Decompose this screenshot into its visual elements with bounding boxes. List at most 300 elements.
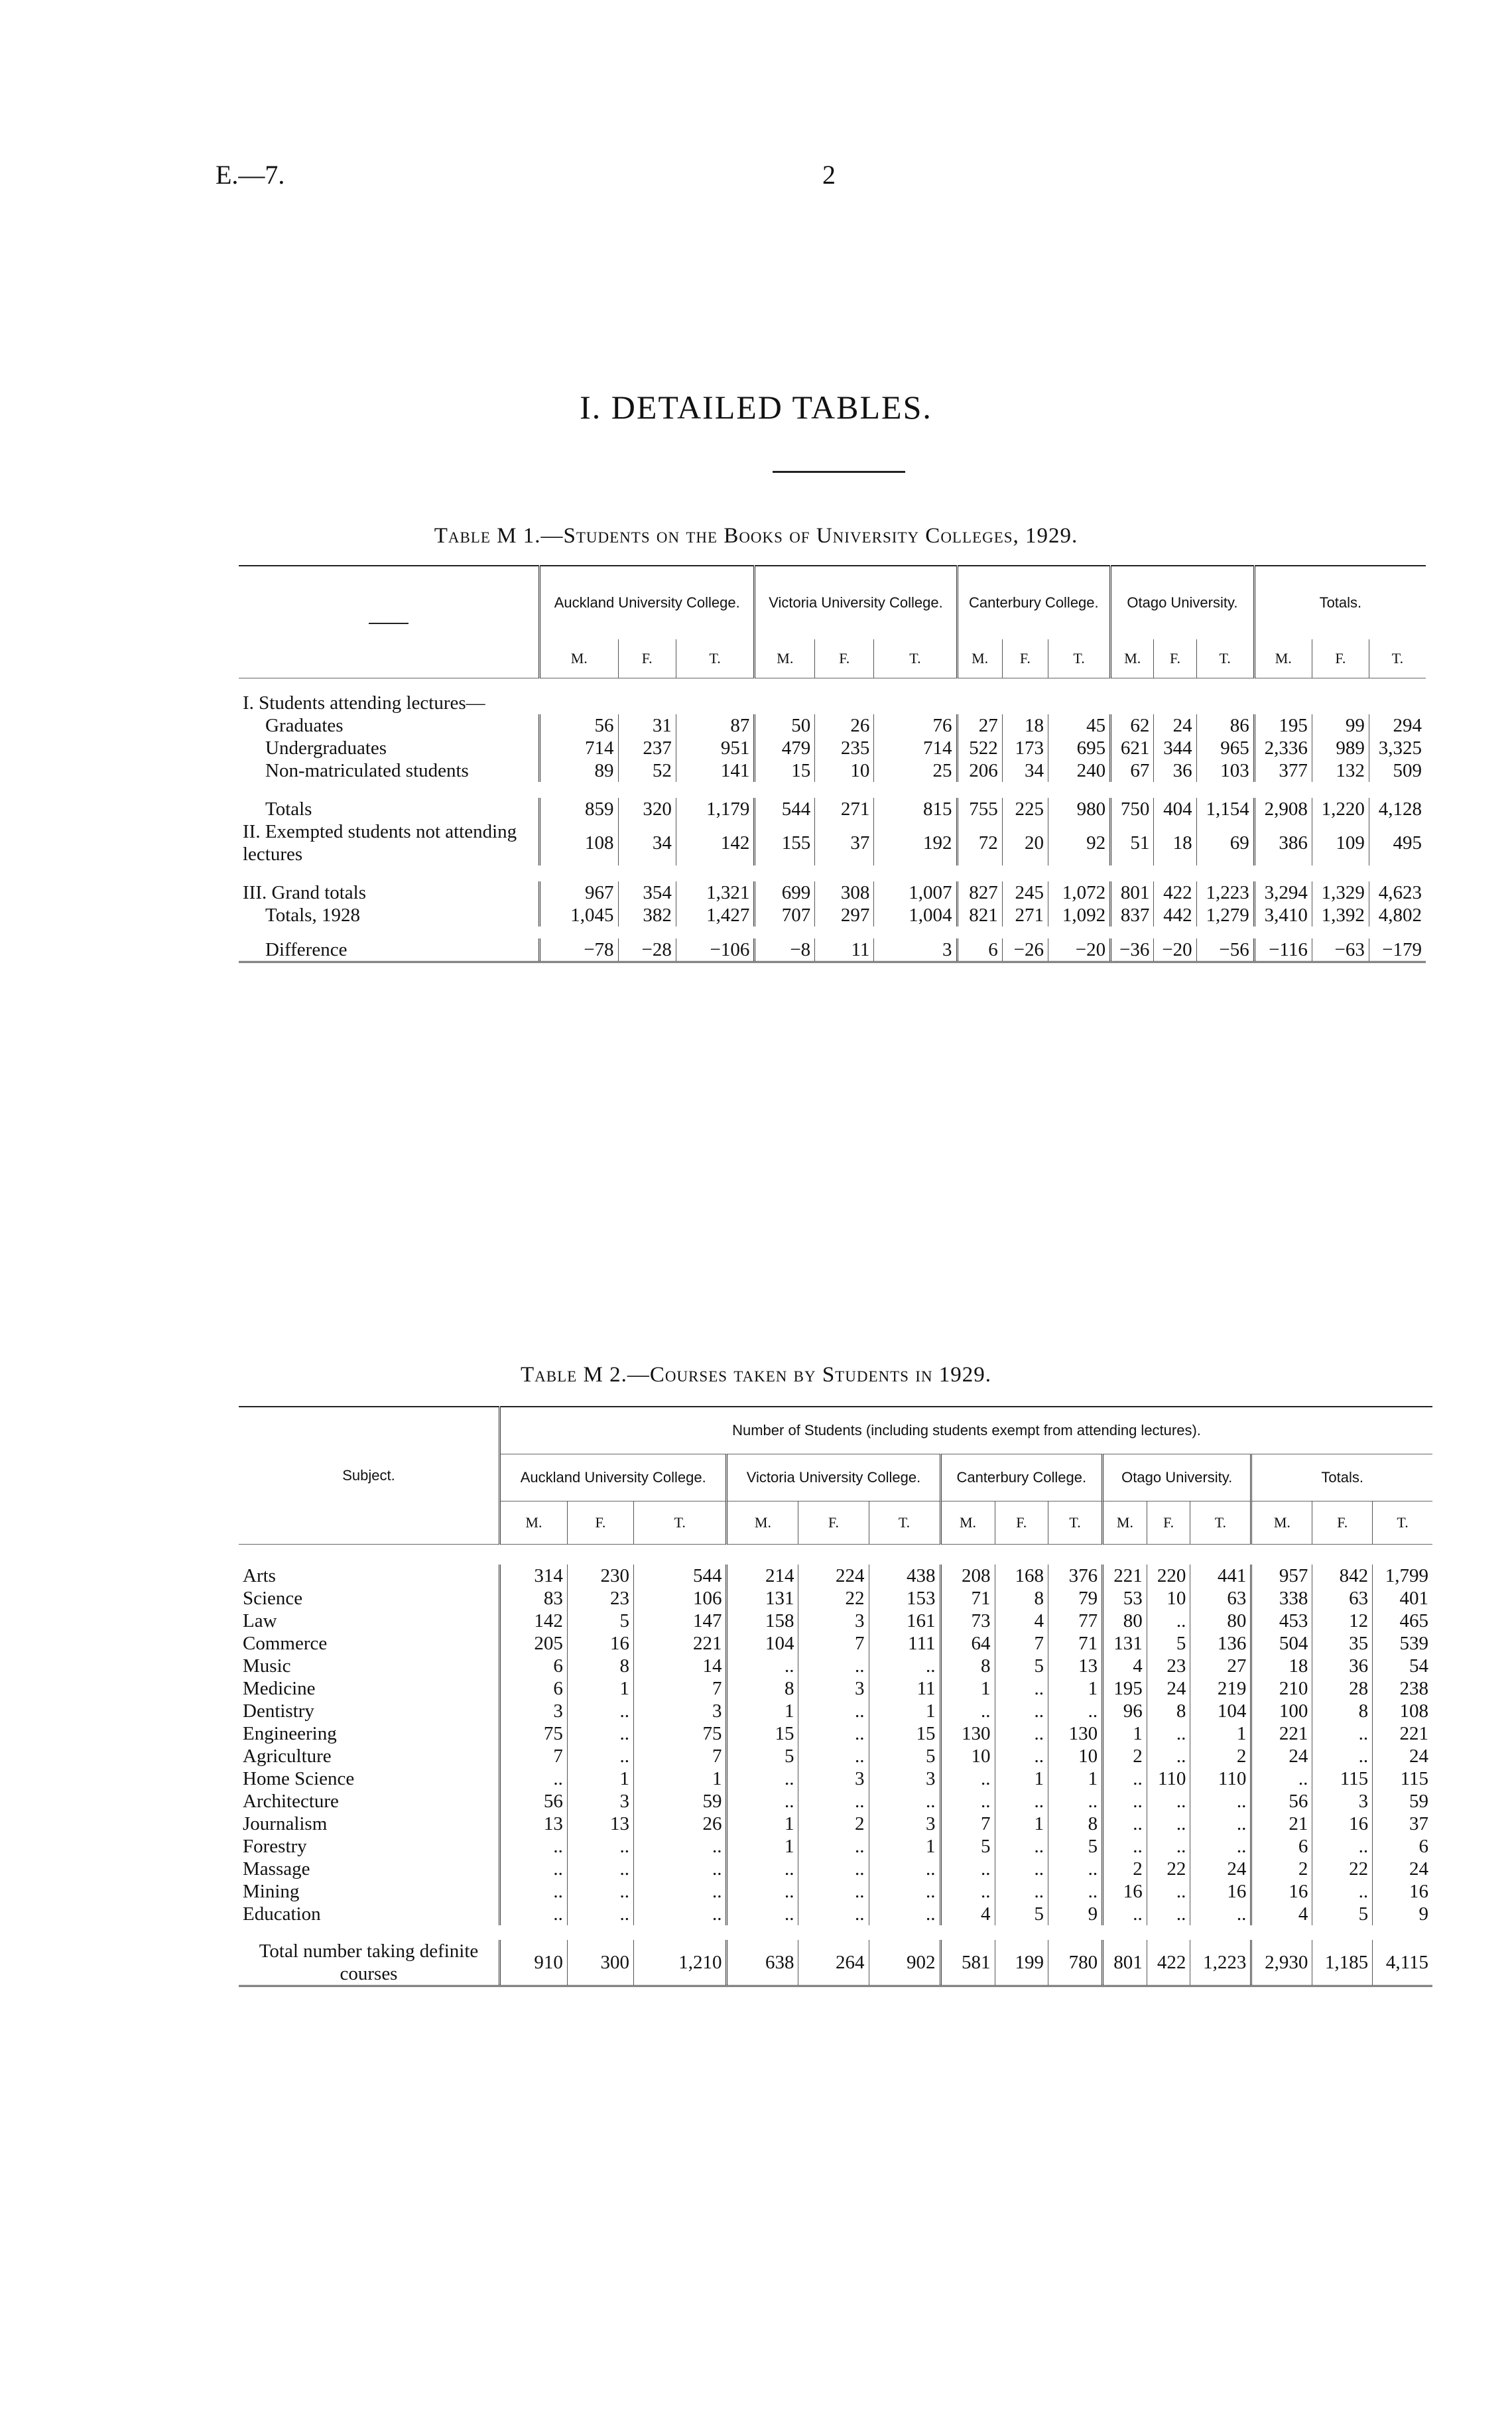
table-cell: ..: [1147, 1745, 1190, 1767]
table-cell: 56: [540, 714, 619, 737]
table-cell: 338: [1251, 1587, 1312, 1610]
table-cell: 479: [755, 737, 815, 759]
table-cell: 4,115: [1373, 1940, 1432, 1986]
mft-m: M.: [940, 1502, 995, 1545]
table-cell: 1,179: [676, 798, 755, 820]
table-cell: 821: [957, 904, 1002, 926]
table-row: [239, 714, 1426, 737]
table-cell: 67: [1111, 759, 1154, 782]
table-cell: ..: [567, 1858, 633, 1880]
mft-t: T.: [874, 639, 957, 678]
table-cell: 801: [1103, 1940, 1147, 1986]
table2-group-victoria: Victoria University College.: [727, 1454, 940, 1502]
table-cell: 25: [874, 759, 957, 782]
table-cell: 495: [1369, 820, 1426, 865]
table-cell: 3,294: [1254, 881, 1312, 904]
table-cell: ..: [798, 1700, 869, 1722]
mft-f: F.: [1154, 639, 1196, 678]
row-label: Education: [243, 1903, 321, 1925]
table-cell: ..: [798, 1880, 869, 1903]
mft-m: M.: [727, 1502, 798, 1545]
table-cell: 1,799: [1373, 1565, 1432, 1587]
table-cell: 63: [1190, 1587, 1251, 1610]
table-cell: 6: [500, 1655, 568, 1677]
table-cell: ..: [1147, 1722, 1190, 1745]
table-cell: 224: [798, 1565, 869, 1587]
table-cell: ..: [500, 1903, 568, 1925]
table-cell: ..: [1147, 1610, 1190, 1632]
table-cell: 9: [1373, 1903, 1432, 1925]
table-cell: ..: [940, 1767, 995, 1790]
table-cell: 111: [869, 1632, 940, 1655]
row-label: Arts: [243, 1565, 276, 1586]
table-cell: 238: [1373, 1677, 1432, 1700]
table-cell: 7: [634, 1745, 727, 1767]
table-cell: ..: [1190, 1790, 1251, 1813]
table-cell: 842: [1312, 1565, 1373, 1587]
table-cell: 16: [1373, 1880, 1432, 1903]
table-cell: ..: [727, 1903, 798, 1925]
table-cell: ..: [798, 1903, 869, 1925]
table-cell: 1: [1048, 1677, 1103, 1700]
table1-body: [239, 678, 1426, 962]
table-cell: 104: [727, 1632, 798, 1655]
table-cell: ..: [798, 1722, 869, 1745]
table-cell: 714: [874, 737, 957, 759]
table-cell: 80: [1103, 1610, 1147, 1632]
table1: [239, 565, 1426, 963]
table-row: [239, 1903, 1432, 1925]
table-row: [239, 1632, 1432, 1655]
table-cell: ..: [500, 1835, 568, 1858]
table-cell: 2,908: [1254, 798, 1312, 820]
table-cell: ..: [995, 1722, 1048, 1745]
row-label: Home Science: [243, 1768, 355, 1789]
table-cell: 16: [1103, 1880, 1147, 1903]
table-cell: ..: [1048, 1700, 1103, 1722]
table-cell: 75: [634, 1722, 727, 1745]
table-cell: 20: [1002, 820, 1048, 865]
table-cell: 2: [798, 1813, 869, 1835]
table-cell: 2,930: [1251, 1940, 1312, 1986]
table-row: [239, 1790, 1432, 1813]
table-cell: 1: [995, 1813, 1048, 1835]
table-cell: 71: [940, 1587, 995, 1610]
table1-group-otago: Otago University.: [1111, 566, 1255, 639]
table-cell: 59: [1373, 1790, 1432, 1813]
mft-m: M.: [540, 639, 619, 678]
table-cell: 1: [995, 1767, 1048, 1790]
table2-group-canterbury: Canterbury College.: [940, 1454, 1103, 1502]
table-cell: ..: [1190, 1835, 1251, 1858]
table-cell: 1,092: [1048, 904, 1111, 926]
table-cell: 4: [1251, 1903, 1312, 1925]
row-label: Forestry: [243, 1836, 307, 1857]
table-cell: 1,220: [1312, 798, 1369, 820]
table-cell: −56: [1196, 938, 1254, 962]
table-cell: 221: [1251, 1722, 1312, 1745]
table-cell: 2: [1103, 1858, 1147, 1880]
table-cell: ..: [1147, 1903, 1190, 1925]
table-row: [239, 1858, 1432, 1880]
table-cell: 103: [1196, 759, 1254, 782]
table-cell: 210: [1251, 1677, 1312, 1700]
table-cell: 106: [634, 1587, 727, 1610]
table-cell: 441: [1190, 1565, 1251, 1587]
table-cell: 56: [1251, 1790, 1312, 1813]
table-cell: 544: [755, 798, 815, 820]
table-cell: 37: [815, 820, 874, 865]
table-cell: 1,223: [1190, 1940, 1251, 1986]
table-row: [239, 1677, 1432, 1700]
table-cell: 50: [755, 714, 815, 737]
table-cell: 1: [869, 1700, 940, 1722]
table-cell: 36: [1154, 759, 1196, 782]
table1-group-canterbury: Canterbury College.: [957, 566, 1111, 639]
table-cell: 7: [940, 1813, 995, 1835]
table-cell: 3: [567, 1790, 633, 1813]
table-cell: 15: [869, 1722, 940, 1745]
mft-t: T.: [1196, 639, 1254, 678]
table-cell: 755: [957, 798, 1002, 820]
table-cell: ..: [634, 1858, 727, 1880]
table-cell: 72: [957, 820, 1002, 865]
table-cell: 8: [1048, 1813, 1103, 1835]
table-cell: 75: [500, 1722, 568, 1745]
table-cell: 5: [727, 1745, 798, 1767]
table-cell: 62: [1111, 714, 1154, 737]
table-cell: 5: [869, 1745, 940, 1767]
row-label: Totals, 1928: [265, 905, 360, 926]
table-cell: −20: [1154, 938, 1196, 962]
table-cell: 6: [957, 938, 1002, 962]
table-cell: 8: [940, 1655, 995, 1677]
table-cell: 271: [1002, 904, 1048, 926]
mft-t: T.: [1369, 639, 1426, 678]
table-cell: 221: [1373, 1722, 1432, 1745]
page-reference: E.—7.: [216, 160, 285, 190]
table-cell: 297: [815, 904, 874, 926]
table-cell: 2: [1190, 1745, 1251, 1767]
table-cell: 22: [1147, 1858, 1190, 1880]
table-cell: ..: [634, 1903, 727, 1925]
table-cell: 16: [567, 1632, 633, 1655]
table-cell: 1,004: [874, 904, 957, 926]
table-cell: 192: [874, 820, 957, 865]
table-cell: 707: [755, 904, 815, 926]
spacer-row: [239, 678, 1426, 692]
table-cell: 64: [940, 1632, 995, 1655]
table-cell: ..: [798, 1655, 869, 1677]
table-cell: 237: [618, 737, 676, 759]
table-cell: 208: [940, 1565, 995, 1587]
mft-t: T.: [676, 639, 755, 678]
mft-f: F.: [567, 1502, 633, 1545]
table-cell: 3: [874, 938, 957, 962]
table-cell: 1: [1103, 1722, 1147, 1745]
table-cell: 1,321: [676, 881, 755, 904]
table-row: [239, 1587, 1432, 1610]
table-cell: 827: [957, 881, 1002, 904]
table-cell: 77: [1048, 1610, 1103, 1632]
table-cell: 801: [1111, 881, 1154, 904]
table-cell: 142: [676, 820, 755, 865]
table2-span-header-row: [239, 1407, 1432, 1454]
table-cell: 965: [1196, 737, 1254, 759]
table-cell: 699: [755, 881, 815, 904]
table-cell: 34: [1002, 759, 1048, 782]
table-cell: 5: [1312, 1903, 1373, 1925]
mft-f: F.: [815, 639, 874, 678]
table-cell: 13: [1048, 1655, 1103, 1677]
table2-group-totals: Totals.: [1251, 1454, 1432, 1502]
table2-span-header: Number of Students (including students exempt from attending lectures).: [500, 1407, 1433, 1454]
table-cell: 13: [567, 1813, 633, 1835]
table-cell: 1,279: [1196, 904, 1254, 926]
table-cell: 539: [1373, 1632, 1432, 1655]
table-cell: ..: [1147, 1790, 1190, 1813]
table-cell: 3: [869, 1767, 940, 1790]
mft-m: M.: [1251, 1502, 1312, 1545]
table2-group-otago: Otago University.: [1103, 1454, 1251, 1502]
row-label: Dentistry: [243, 1700, 314, 1722]
table-row: [239, 1722, 1432, 1745]
table1-group-header-row: [239, 566, 1426, 639]
mft-f: F.: [618, 639, 676, 678]
table-cell: 220: [1147, 1565, 1190, 1587]
table-cell: ..: [798, 1790, 869, 1813]
table-cell: ..: [1048, 1858, 1103, 1880]
table-cell: 3,325: [1369, 737, 1426, 759]
table-cell: 1: [940, 1677, 995, 1700]
stub-dash: [369, 623, 409, 624]
table-cell: 5: [1048, 1835, 1103, 1858]
table-cell: 110: [1190, 1767, 1251, 1790]
table-cell: ..: [500, 1880, 568, 1903]
row-label: Architecture: [243, 1791, 339, 1812]
table-cell: 158: [727, 1610, 798, 1632]
mft-m: M.: [957, 639, 1002, 678]
mft-t: T.: [634, 1502, 727, 1545]
table-cell: ..: [567, 1722, 633, 1745]
table-cell: ..: [869, 1655, 940, 1677]
table-cell: 522: [957, 737, 1002, 759]
row-label: Law: [243, 1610, 277, 1631]
table-cell: 377: [1254, 759, 1312, 782]
table-cell: 3: [1312, 1790, 1373, 1813]
table-cell: 5: [995, 1655, 1048, 1677]
table-cell: 10: [1147, 1587, 1190, 1610]
row-label: Music: [243, 1655, 291, 1677]
table-cell: ..: [727, 1655, 798, 1677]
table-cell: ..: [500, 1767, 568, 1790]
table1-title-text: Students on the Books of University Colleges, 1929.: [563, 524, 1078, 548]
table-cell: 7: [634, 1677, 727, 1700]
table-cell: 7: [798, 1632, 869, 1655]
table-cell: 1,154: [1196, 798, 1254, 820]
table-cell: 132: [1312, 759, 1369, 782]
table-cell: ..: [995, 1745, 1048, 1767]
table2-title-prefix: Table M 2.—: [521, 1363, 650, 1387]
table1-group-auckland: Auckland University College.: [540, 566, 755, 639]
spacer-row: [239, 865, 1426, 881]
table-cell: 1,427: [676, 904, 755, 926]
table-cell: 100: [1251, 1700, 1312, 1722]
mft-f: F.: [1312, 639, 1369, 678]
table-cell: 18: [1154, 820, 1196, 865]
table-cell: 45: [1048, 714, 1111, 737]
mft-m: M.: [1254, 639, 1312, 678]
table-cell: 1,223: [1196, 881, 1254, 904]
row-label: Undergraduates: [265, 737, 387, 759]
table-row: [239, 1767, 1432, 1790]
table-cell: 230: [567, 1565, 633, 1587]
table-cell: 155: [755, 820, 815, 865]
table-cell: ..: [567, 1880, 633, 1903]
table-cell: 980: [1048, 798, 1111, 820]
table-cell: 7: [995, 1632, 1048, 1655]
mft-f: F.: [798, 1502, 869, 1545]
table-cell: 442: [1154, 904, 1196, 926]
table-cell: 52: [618, 759, 676, 782]
row-label: Mining: [243, 1881, 300, 1902]
table-cell: 4: [1103, 1655, 1147, 1677]
table-cell: 320: [618, 798, 676, 820]
table-cell: 2: [1103, 1745, 1147, 1767]
table-cell: 221: [1103, 1565, 1147, 1587]
table-cell: 1,045: [540, 904, 619, 926]
table-cell: −28: [618, 938, 676, 962]
table-cell: 27: [1190, 1655, 1251, 1677]
table-cell: 147: [634, 1610, 727, 1632]
table-cell: 422: [1147, 1940, 1190, 1986]
table-cell: ..: [1312, 1835, 1373, 1858]
table-cell: 1: [727, 1835, 798, 1858]
table-cell: −78: [540, 938, 619, 962]
table-cell: 153: [869, 1587, 940, 1610]
table-cell: 859: [540, 798, 619, 820]
table-cell: 37: [1373, 1813, 1432, 1835]
table-cell: 16: [1190, 1880, 1251, 1903]
table-cell: 104: [1190, 1700, 1251, 1722]
table-cell: 108: [540, 820, 619, 865]
table-cell: 26: [634, 1813, 727, 1835]
mft-t: T.: [1373, 1502, 1432, 1545]
table-cell: −179: [1369, 938, 1426, 962]
table-cell: 2: [1251, 1858, 1312, 1880]
table-cell: 73: [940, 1610, 995, 1632]
table-cell: 22: [1312, 1858, 1373, 1880]
table-cell: ..: [1147, 1880, 1190, 1903]
table-cell: 780: [1048, 1940, 1103, 1986]
table-cell: 1: [1190, 1722, 1251, 1745]
section-label: I. Students attending lectures—: [243, 692, 485, 714]
table-cell: ..: [1103, 1835, 1147, 1858]
table-cell: 837: [1111, 904, 1154, 926]
table-cell: 142: [500, 1610, 568, 1632]
table-cell: ..: [567, 1903, 633, 1925]
table-cell: 130: [1048, 1722, 1103, 1745]
table-cell: 35: [1312, 1632, 1373, 1655]
table-cell: 1: [634, 1767, 727, 1790]
mft-f: F.: [1147, 1502, 1190, 1545]
table-cell: 8: [1147, 1700, 1190, 1722]
row-label: III. Grand totals: [243, 882, 367, 903]
table-cell: 504: [1251, 1632, 1312, 1655]
table-row: [239, 1610, 1432, 1632]
table-row: [239, 1565, 1432, 1587]
table-cell: 5: [940, 1835, 995, 1858]
table2-title: [0, 1363, 1512, 1387]
table-cell: 26: [815, 714, 874, 737]
table-cell: 5: [995, 1903, 1048, 1925]
table-cell: −8: [755, 938, 815, 962]
table-cell: 6: [1373, 1835, 1432, 1858]
table-cell: 4: [940, 1903, 995, 1925]
table-cell: 750: [1111, 798, 1154, 820]
table-cell: ..: [995, 1835, 1048, 1858]
table-cell: 382: [618, 904, 676, 926]
table-cell: ..: [1103, 1790, 1147, 1813]
table-cell: 24: [1373, 1858, 1432, 1880]
table-cell: ..: [940, 1790, 995, 1813]
table-row: [239, 1655, 1432, 1677]
table-cell: 195: [1254, 714, 1312, 737]
table-cell: 8: [567, 1655, 633, 1677]
table2-title-text: Courses taken by Students in 1929.: [649, 1363, 991, 1387]
table-cell: ..: [1190, 1903, 1251, 1925]
row-label: Graduates: [265, 715, 344, 736]
table-cell: ..: [1048, 1790, 1103, 1813]
spacer-row: [239, 926, 1426, 938]
table-cell: 225: [1002, 798, 1048, 820]
table-cell: 214: [727, 1565, 798, 1587]
table-cell: ..: [727, 1767, 798, 1790]
table-cell: 11: [815, 938, 874, 962]
table-cell: ..: [1312, 1745, 1373, 1767]
table-cell: 4: [995, 1610, 1048, 1632]
table-cell: 69: [1196, 820, 1254, 865]
table-cell: 3: [500, 1700, 568, 1722]
table-cell: 235: [815, 737, 874, 759]
table-cell: 13: [500, 1813, 568, 1835]
table-cell: 28: [1312, 1677, 1373, 1700]
table-cell: ..: [567, 1835, 633, 1858]
table-cell: ..: [1251, 1767, 1312, 1790]
table-cell: ..: [1312, 1722, 1373, 1745]
table-cell: 1,072: [1048, 881, 1111, 904]
table-cell: ..: [869, 1858, 940, 1880]
table-cell: 199: [995, 1940, 1048, 1986]
table-cell: 76: [874, 714, 957, 737]
table-cell: 3: [798, 1610, 869, 1632]
table-cell: 24: [1190, 1858, 1251, 1880]
table-cell: −36: [1111, 938, 1154, 962]
table-cell: ..: [634, 1880, 727, 1903]
table-cell: −106: [676, 938, 755, 962]
mft-t: T.: [869, 1502, 940, 1545]
table-cell: ..: [500, 1858, 568, 1880]
table-cell: 24: [1373, 1745, 1432, 1767]
table-cell: 10: [815, 759, 874, 782]
table-cell: 3: [869, 1813, 940, 1835]
table-cell: 386: [1254, 820, 1312, 865]
table-cell: 240: [1048, 759, 1111, 782]
table-cell: ..: [1103, 1903, 1147, 1925]
table-cell: 910: [500, 1940, 568, 1986]
table-cell: 967: [540, 881, 619, 904]
table-row: [239, 1745, 1432, 1767]
